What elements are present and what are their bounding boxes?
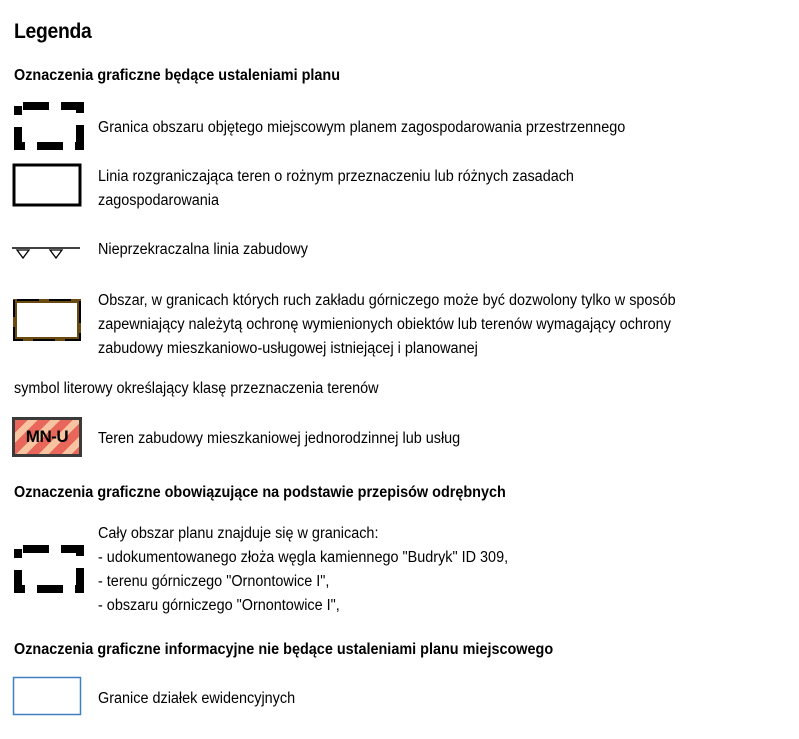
section-graphic-info: Oznaczenia graficzne informacyjne nie będące ustaleniami planu miejscowego — [14, 641, 554, 658]
demarcation-line-label-line-2: zagospodarowania — [98, 192, 220, 209]
whole-area-icon — [12, 543, 86, 595]
building-line-label: Nieprzekraczalna linia zabudowy — [98, 241, 308, 258]
whole-area-label-line-4: - obszaru górniczego "Ornontowice I", — [98, 597, 340, 614]
legend-title: Legenda — [14, 20, 92, 43]
section-graphic-plan: Oznaczenia graficzne będące ustaleniami planu — [14, 67, 341, 84]
plan-boundary-label: Granica obszaru objętego miejscowym planem zagospodarowania przestrzennego — [98, 119, 626, 136]
plan-boundary-icon — [12, 100, 86, 152]
demarcation-line-label-line-1: Linia rozgraniczająca teren o rożnym przeznaczeniu lub różnych zasadach — [98, 168, 574, 185]
whole-area-label-line-2: - udokumentowanego złoża węgla kamiennego "Budryk" ID 309, — [98, 549, 509, 566]
mining-area-icon — [12, 297, 84, 343]
mining-area-label-line-1: Obszar, w granicach których ruch zakładu górniczego może być dozwolony tylko w sposób — [98, 292, 676, 309]
whole-area-label-line-3: - terenu górniczego "Ornontowice I", — [98, 573, 330, 590]
section-graphic-regulations: Oznaczenia graficzne obowiązujące na podstawie przepisów odrębnych — [14, 484, 506, 501]
mn-u-badge — [12, 417, 82, 457]
parcel-boundaries-icon — [12, 676, 84, 720]
whole-area-label-line-1: Cały obszar planu znajduje się w granicach: — [98, 525, 379, 542]
whole-area-label — [98, 522, 508, 618]
demarcation-line-label — [98, 165, 574, 213]
mn-u-code: MN-U — [25, 427, 69, 446]
letter-symbol-note: symbol literowy określający klasę przeznaczenia terenów — [14, 380, 379, 397]
mining-area-label — [98, 289, 676, 361]
parcel-boundaries-label: Granice działek ewidencyjnych — [98, 690, 296, 707]
mn-u-label: Teren zabudowy mieszkaniowej jednorodzinnej lub usług — [98, 430, 461, 447]
building-line-icon — [12, 238, 84, 260]
mining-area-label-line-3: zabudowy mieszkaniowo-usługowej istniejącej i planowanej — [98, 340, 478, 357]
mining-area-label-line-2: zapewniający należytą ochronę wymienionych obiektów lub terenów wymagający ochrony — [98, 316, 671, 333]
demarcation-line-icon — [12, 163, 84, 209]
